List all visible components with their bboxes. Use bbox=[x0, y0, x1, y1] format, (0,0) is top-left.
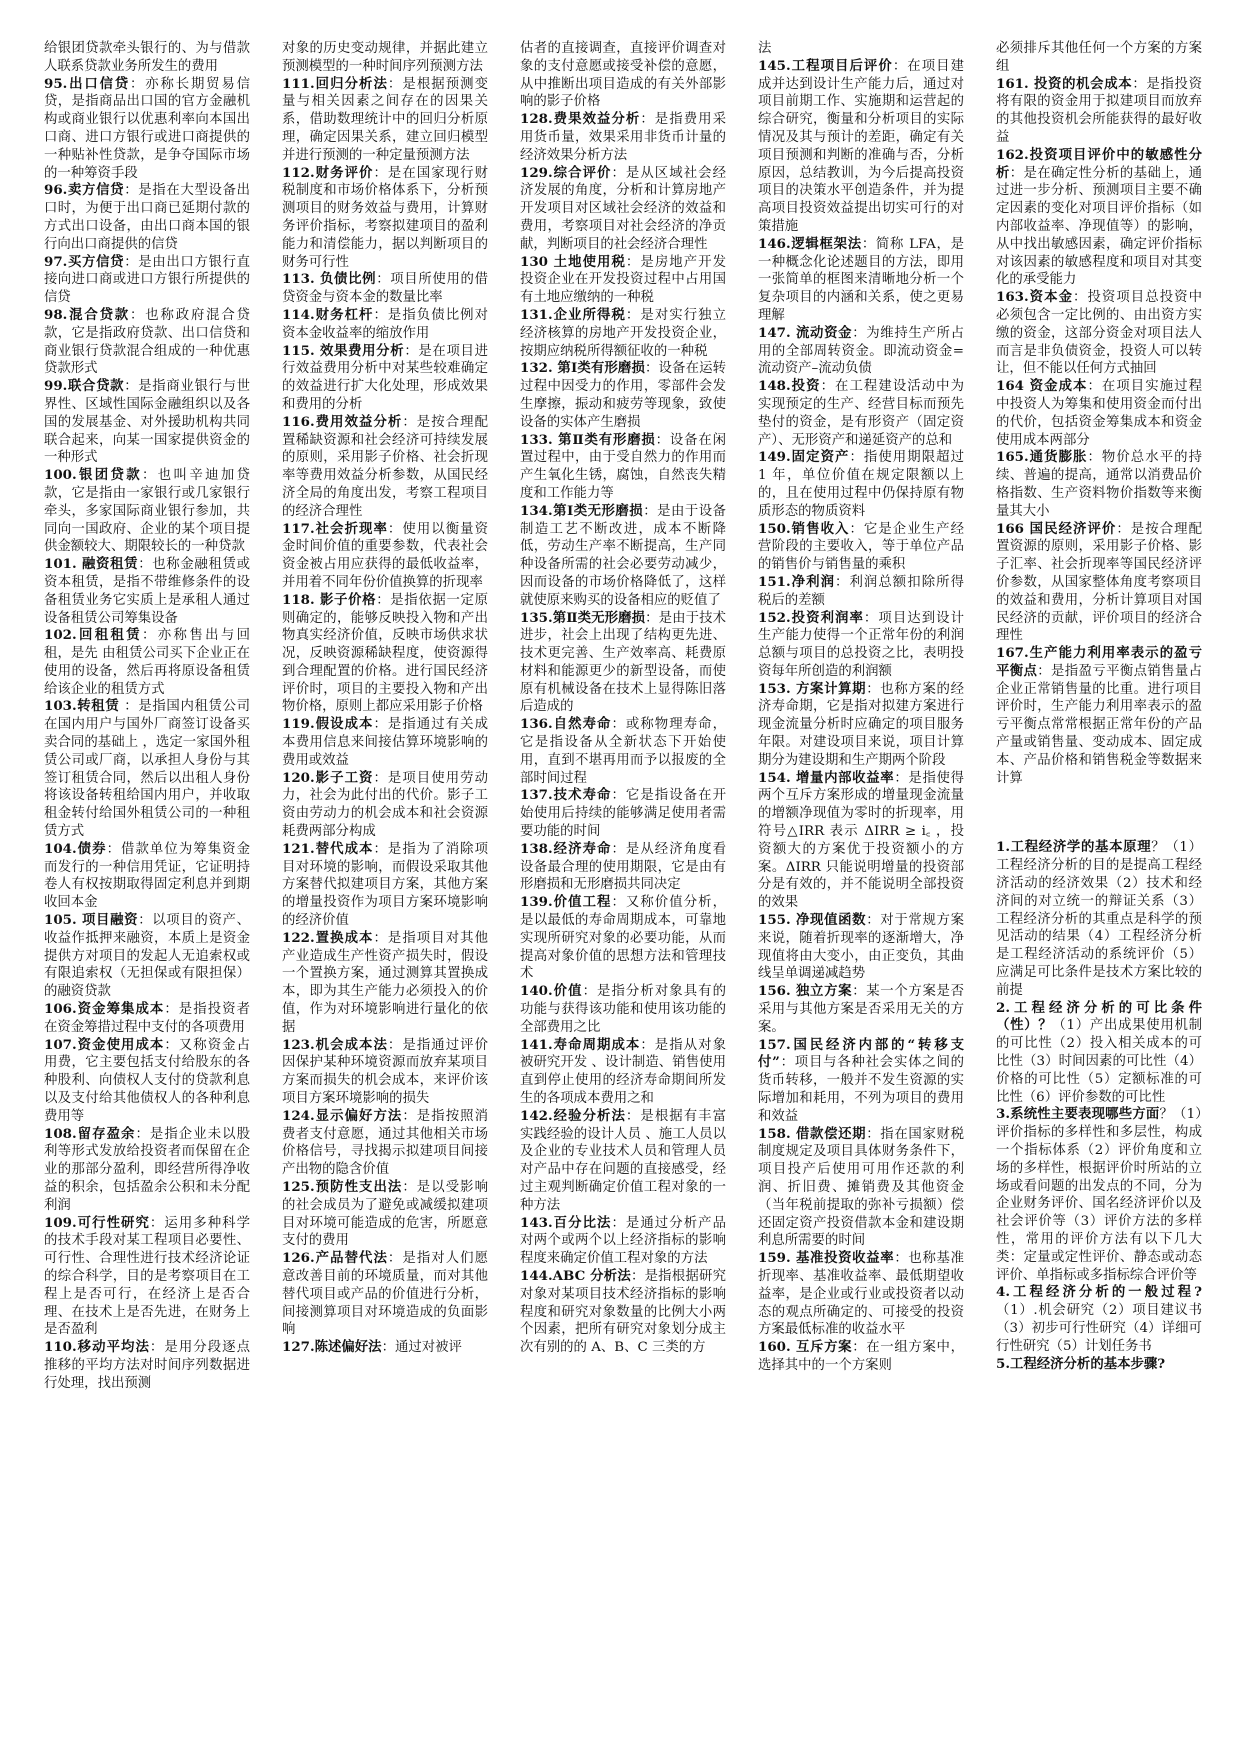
entry-term: 98.混合贷款 bbox=[44, 306, 131, 323]
entry-definition: ：是通过分析产品对两个或两个以上经济指标的影响程度来确定价值工程对象的方法 bbox=[520, 1215, 726, 1267]
entry-term: 147. 流动资金 bbox=[758, 324, 853, 341]
entry-definition: ：是用分段逐点推移的平均方法对时间序列数据进行处理，找出预测 bbox=[44, 1340, 250, 1391]
glossary-entry bbox=[758, 770, 964, 912]
entry-definition: ：为维持生产所占用的全部周转资金。即流动资金=流动资产–流动负债 bbox=[758, 325, 964, 377]
entry-definition: ：项目与各种社会实体之间的货币转移，一般并不发生资源的实际增加和耗用，不列为项目的费用和效益 bbox=[758, 1055, 964, 1124]
entry-definition: ：也称基准折现率、基准收益率、最低期望收益率，是企业或行业或投资者以动态的观点所确定的、可接受的投资方案最低标准的收益水平 bbox=[758, 1251, 964, 1338]
glossary-entry bbox=[44, 467, 250, 556]
glossary-entry bbox=[996, 76, 1202, 147]
entry-term: 124.显示偏好方法 bbox=[282, 1107, 403, 1124]
entry-definition: ：设备在闲置过程中，由于受自然力的作用而产生氧化生锈，腐蚀，自然丧失精度和工作能力等 bbox=[520, 432, 726, 501]
entry-term: 145.工程项目后评价 bbox=[758, 57, 893, 74]
glossary-entry bbox=[758, 610, 964, 681]
entry-definition: ：是以受影响的社会成员为了避免或减缓拟建项目对环境可能造成的危害，所愿意支付的费用 bbox=[282, 1180, 488, 1249]
entry-definition: ：是由于技术进步，社会上出现了结构更先进、技术更完善、生产效率高、耗费原材料和能源更少的新型设备，而使原有机械设备在技术上显得陈旧落后造成的 bbox=[520, 610, 726, 715]
entry-definition: 法 bbox=[758, 41, 772, 56]
entry-definition: ：通过对被评 bbox=[381, 1340, 462, 1356]
entry-term: 125.预防性支出法 bbox=[282, 1179, 403, 1195]
entry-term: 132. 第Ⅰ类有形磨损 bbox=[520, 360, 645, 377]
entry-term: 104.债券 bbox=[44, 840, 107, 857]
entry-term: 115. 效果费用分析 bbox=[282, 342, 405, 359]
entry-definition: ：是指投资者在资金筹措过程中支付的各项费用 bbox=[44, 1002, 250, 1035]
entry-term: 139.价值工程 bbox=[520, 894, 612, 911]
entry-definition: ：是指分析对象具有的功能与获得该功能和使用该功能的全部费用之比 bbox=[520, 984, 726, 1035]
glossary-entry bbox=[758, 449, 964, 520]
entry-term: 128.费果效益分析 bbox=[520, 111, 641, 128]
entry-definition: （1）.机会研究（2）项目建议书（3）初步可行性研究（4）详细可行性研究（5）计划任务书 bbox=[996, 1303, 1202, 1354]
glossary-entry bbox=[520, 40, 726, 111]
entry-term: 159. 基准投资收益率 bbox=[758, 1250, 895, 1267]
glossary-entry bbox=[520, 307, 726, 360]
glossary-entry bbox=[758, 681, 964, 770]
entry-definition: ：以项目的资产、收益作抵押来融资，本质上是资金提供方对项目的发起人无追索权或有限追索权（无担保或有限担保）的融资贷款 bbox=[44, 913, 250, 1000]
entry-definition: ：是由出口方银行直接向进口商或进口方银行所提供的信贷 bbox=[44, 254, 250, 306]
entry-definition: ：它是指设备在开始使用后持续的能够满足使用者需要功能的时间 bbox=[520, 788, 726, 840]
entry-term: 122.置换成本 bbox=[282, 929, 374, 946]
text-column-1 bbox=[44, 40, 250, 1730]
entry-term: 118. 影子价格 bbox=[282, 591, 377, 608]
glossary-entry bbox=[44, 307, 250, 378]
glossary-entry bbox=[44, 627, 250, 698]
glossary-entry bbox=[758, 574, 964, 610]
entry-definition: ：是指商业银行与世界性、区域性国际金融组织以及各国的发展基金、对外援助机构共同联合起来，向某一国家提供资金的一种形式 bbox=[44, 379, 250, 466]
document-page bbox=[44, 40, 1204, 1730]
entry-definition: ：是指使得两个互斥方案形成的增量现金流量的增额净现值为零时的折现率，用符号△IRR 表示 ΔIRR ≥ i꜀ ，投资额大的方案优于投资额小的方案。ΔIRR 只能说明增量的投资部分是有效的，并不能说明全部投资的效果 bbox=[758, 770, 964, 911]
glossary-entry bbox=[758, 236, 964, 325]
entry-term: 163.资本金 bbox=[996, 289, 1074, 306]
entry-definition: ：在工程建设活动中为实现预定的生产、经营目标而预先垫付的资金，是有形资产（固定资产）、无形资产和递延资产的总和 bbox=[758, 379, 964, 448]
glossary-entry bbox=[44, 254, 250, 307]
entry-term: 2.工程经济分析的可比条件（性）？ bbox=[996, 999, 1202, 1034]
glossary-entry bbox=[44, 556, 250, 627]
glossary-entry bbox=[520, 894, 726, 983]
entry-definition: ：设备在运转过程中因受力的作用，零部件会发生摩擦，振动和疲劳等现象，致使设备的实体产生磨损 bbox=[520, 361, 726, 430]
glossary-entry bbox=[520, 1108, 726, 1215]
entry-term: 157.国民经济内部的“转移支付” bbox=[758, 1036, 964, 1071]
glossary-entry bbox=[282, 1339, 488, 1357]
entry-term: 153. 方案计算期 bbox=[758, 680, 867, 697]
entry-definition: 给银团贷款牵头银行的、为与借款人联系贷款业务所发生的费用 bbox=[44, 41, 250, 74]
entry-term: 4.工程经济分析的一般过程? bbox=[996, 1284, 1202, 1301]
glossary-entry bbox=[44, 1037, 250, 1126]
entry-definition: ：是指通过有关成本费用信息来间接估算环境影响的费用或效益 bbox=[282, 717, 488, 768]
entry-term: 113. 负债比例 bbox=[282, 271, 377, 288]
entry-definition: ：是指为了消除项目对环境的影响，而假设采取其他方案替代拟建项目方案，其他方案的增量投资作为项目方案环境影响的经济价值 bbox=[282, 841, 488, 929]
glossary-entry bbox=[996, 645, 1202, 787]
entry-definition: ：是指按照消费者支付意愿，通过其他相关市场价格信号，寻找揭示拟建项目间接产出物的隐含价值 bbox=[282, 1108, 488, 1178]
glossary-entry bbox=[282, 521, 488, 592]
entry-term: 162.投资项目评价中的敏感性分析 bbox=[996, 146, 1202, 181]
entry-term: 99.联合贷款 bbox=[44, 378, 125, 395]
entry-definition: ：是从区域社会经济发展的角度，分析和计算房地产开发项目对区域社会经济的效益和费用，考察项目对社会经济的净贡献，判断项目的社会经济合理性 bbox=[520, 165, 726, 252]
entry-term: 109.可行性研究 bbox=[44, 1214, 150, 1231]
entry-definition: ：对于常规方案来说，随着折现率的逐渐增大，净现值将由大变小，由正变负，其曲线呈单调递减趋势 bbox=[758, 913, 964, 982]
glossary-entry bbox=[758, 912, 964, 983]
glossary-entry bbox=[282, 930, 488, 1037]
glossary-entry bbox=[996, 1356, 1202, 1374]
entry-definition: 估者的直接调查，直接评价调查对象的支付意愿或接受补偿的意愿，从中推断出项目造成的有关外部影响的影子价格 bbox=[520, 41, 726, 110]
entry-definition: ：亦称长期贸易信贷，是指商品出口国的官方金融机构或商业银行以优惠利率向本国出口商、进口方银行或进口商提供的一种贴补性贷款，是争夺国际市场的一种筹资手段 bbox=[44, 76, 250, 181]
glossary-entry bbox=[758, 521, 964, 574]
entry-definition: ：物价总水平的持续、普遍的提高，通常以消费品价格指数、生产资料物价指数等来衡量其大小 bbox=[996, 450, 1202, 519]
glossary-entry bbox=[758, 325, 964, 378]
glossary-entry bbox=[996, 1000, 1202, 1107]
entry-term: 166 国民经济评价 bbox=[996, 520, 1117, 537]
glossary-entry bbox=[282, 1250, 488, 1339]
glossary-entry bbox=[758, 1037, 964, 1126]
entry-definition: ：项目达到设计生产能力使得一个正常年份的利润总额与项目的总投资之比，表明投资每年所创造的利润额 bbox=[758, 610, 964, 679]
glossary-entry bbox=[44, 1001, 250, 1037]
entry-term: 129.综合评价 bbox=[520, 164, 612, 181]
entry-definition: ：是指从对象被研究开发 、设计制造、销售使用直到停止使用的经济寿命期间所发生的各项成本费用之和 bbox=[520, 1037, 726, 1107]
entry-definition: ：利润总额扣除所得税后的差额 bbox=[758, 574, 964, 608]
entry-definition: ：是指依据一定原则确定的，能够反映投入物和产出物真实经济价值，反映市场供求状况，反映资源稀缺程度，使资源得到合理配置的价格。进行国民经济评价时，项目的主要投入物和产出物价格，原则上都应采用影子价格 bbox=[282, 592, 488, 715]
glossary-entry bbox=[996, 521, 1202, 646]
entry-term: 117.社会折现率 bbox=[282, 520, 388, 537]
glossary-entry bbox=[520, 716, 726, 787]
entry-definition: ：是指在大型设备出口时，为便于出口商已延期付款的方式出口设备，由出口商本国的银行向出口商提供的信贷 bbox=[44, 183, 250, 252]
entry-term: 106.资金筹集成本 bbox=[44, 1001, 165, 1018]
entry-term: 95.出口信贷 bbox=[44, 75, 131, 92]
entry-term: 3.系统性主要表现哪些方面 bbox=[996, 1106, 1160, 1123]
entry-definition: ：它是企业生产经营阶段的主要收入，等于单位产品的销售价与销售量的乘积 bbox=[758, 521, 964, 573]
glossary-entry bbox=[758, 40, 964, 58]
entry-term: 96.卖方信贷 bbox=[44, 182, 125, 199]
entry-definition: ：是对实行独立经济核算的房地产开发投资企业，按期应纳税所得额征收的一种税 bbox=[520, 307, 726, 359]
text-column-2 bbox=[282, 40, 488, 1730]
glossary-entry bbox=[44, 841, 250, 912]
entry-definition: ：是根据预测变量与相关因素之间存在的因果关系，借助数理统计中的回归分析原理，确定因果关系，建立回归模型并进行预测的一种定量预测方法 bbox=[282, 76, 488, 163]
entry-term: 154. 增量内部收益率 bbox=[758, 769, 895, 786]
entry-definition: ：借款单位为筹集资金而发行的一种信用凭证，它证明持卷人有权按期取得固定利息并到期收回本金 bbox=[44, 841, 250, 911]
glossary-entry bbox=[758, 983, 964, 1036]
entry-definition: ：是房地产开发投资企业在开发投资过程中占用国有土地应缴纳的一种税 bbox=[520, 254, 726, 306]
glossary-entry bbox=[996, 449, 1202, 520]
glossary-entry bbox=[44, 182, 250, 253]
glossary-entry bbox=[520, 360, 726, 431]
entry-definition: ：是由于设备制造工艺不断改进，成本不断降低，劳动生产率不断提高，生产同种设备所需的社会必要劳动减少，因而设备的市场价格降低了，这样就使原来购买的设备相应的贬值了 bbox=[520, 503, 726, 608]
glossary-entry bbox=[996, 378, 1202, 449]
glossary-entry bbox=[520, 983, 726, 1036]
text-column-3 bbox=[520, 40, 726, 1730]
glossary-entry bbox=[996, 289, 1202, 378]
entry-term: 155. 净现值函数 bbox=[758, 912, 867, 929]
entry-definition: ：是在项目进行效益费用分析中对某些较难确定的效益进行扩大化处理，形成效果和费用的分析 bbox=[282, 343, 488, 412]
entry-term: 102.回租租赁 bbox=[44, 627, 143, 644]
entry-term: 142.经验分析法 bbox=[520, 1107, 626, 1124]
entry-term: 108.留存盈余 bbox=[44, 1125, 136, 1142]
glossary-entry bbox=[758, 1339, 964, 1375]
glossary-entry bbox=[520, 1268, 726, 1357]
entry-term: 149.固定资产 bbox=[758, 449, 850, 466]
entry-definition: ？（1）评价指标的多样性和多层性，构成一个指标体系（2）评价角度和立场的多样性，根据评价时所站的立场或看问题的出发点的不同，分为企业财务评价、国名经济评价以及社会评价等（3）评价方法的多样性，常用的评价方法有以下几大类：定量或定性评价、静态或动态评价、单指标或多指标综合评价等 bbox=[996, 1107, 1202, 1283]
glossary-entry bbox=[520, 432, 726, 503]
entry-term: 121.替代成本 bbox=[282, 840, 374, 857]
entry-definition: ：或称物理寿命，它是指设备从全新状态下开始使用，直到不堪再用而予以报废的全部时间过程 bbox=[520, 717, 726, 786]
entry-definition: 必须排斥其他任何一个方案的方案组 bbox=[996, 41, 1202, 74]
entry-term: 131.企业所得税 bbox=[520, 306, 626, 323]
entry-term: 111.回归分析法 bbox=[282, 75, 388, 92]
glossary-entry bbox=[520, 841, 726, 894]
entry-term: 146.逻辑框架法 bbox=[758, 235, 862, 252]
entry-definition: ：简称 LFA，是一种概念化论述题目的方法，即用一张简单的框图来清晰地分析一个复杂项目的内涵和关系，使之更易理解 bbox=[758, 236, 964, 323]
entry-definition: ：某一个方案是否采用与其他方案是否采用无关的方案。 bbox=[758, 984, 964, 1035]
entry-term: 152.投资利润率 bbox=[758, 609, 864, 626]
glossary-entry bbox=[282, 414, 488, 521]
entry-term: 5.工程经济分析的基本步骤? bbox=[996, 1355, 1166, 1372]
entry-term: 112.财务评价 bbox=[282, 164, 374, 181]
entry-definition: ：也叫辛迪加贷款，它是指由一家银行或几家银行牵头，多家国际商业银行参加，共同向一国政府、企业的某个项目提供金额较大、期限较长的一种贷款 bbox=[44, 468, 250, 555]
glossary-entry bbox=[996, 839, 1202, 999]
entry-term: 161. 投资的机会成本 bbox=[996, 75, 1133, 92]
entry-term: 97.买方信贷 bbox=[44, 253, 125, 270]
entry-definition: ：是从经济角度看设备最合理的使用期限，它是由有形磨损和无形磨损共同决定 bbox=[520, 841, 726, 893]
entry-term: 110.移动平均法 bbox=[44, 1339, 150, 1356]
entry-definition: ：是指对人们愿意改善目前的环境质量，而对其他替代项目或产品的价值进行分析，间接测算项目对环境造成的负面影响 bbox=[282, 1251, 488, 1338]
entry-definition: ：指使用期限超过 1 年，单位价值在规定限额以上的，且在使用过程中仍保持原有物质形态的物质资料 bbox=[758, 450, 964, 519]
entry-definition: ：是指通过评价因保护某种环境资源而放弃某项目方案而损失的机会成本，来评价该项目方案环境影响的损失 bbox=[282, 1037, 488, 1107]
entry-term: 143.百分比法 bbox=[520, 1214, 612, 1231]
entry-term: 120.影子工资 bbox=[282, 769, 374, 786]
entry-term: 150.销售收入 bbox=[758, 520, 850, 537]
glossary-entry bbox=[44, 40, 250, 76]
entry-term: 141.寿命周期成本 bbox=[520, 1036, 641, 1053]
entry-term: 165.通货膨胀 bbox=[996, 449, 1088, 466]
entry-term: 140.价值 bbox=[520, 983, 583, 1000]
glossary-entry bbox=[520, 111, 726, 164]
entry-term: 137.技术寿命 bbox=[520, 787, 612, 804]
entry-definition: （1）产出成果使用机制的可比性（2）投入相关成本的可比性（3）时间因素的可比性（4）价格的可比性（5）定额标准的可比性（6）评价参数的可比性 bbox=[996, 1018, 1202, 1105]
entry-term: 133. 第Ⅱ类有形磨损 bbox=[520, 431, 656, 448]
glossary-entry bbox=[758, 378, 964, 449]
entry-term: 148.投资 bbox=[758, 378, 821, 395]
entry-definition: ：是指项目对其他产业造成生产性资产损失时，假设一个置换方案，通过测算其置换成本，即为其生产能力必须投入的价值，作为对环境影响进行量化的依据 bbox=[282, 930, 488, 1035]
entry-definition: ：是指企业未以股利等形式发放给投资者而保留在企业的那部分盈利，即经营所得净收益的积余，包括盈余公积和未分配利润 bbox=[44, 1126, 250, 1213]
glossary-entry bbox=[282, 841, 488, 930]
entry-definition: ：亦称售出与回租，是先 由租赁公司买下企业正在使用的设备，然后再将原设备租赁给该企业的租赁方式 bbox=[44, 628, 250, 697]
entry-term: 114.财务杠杆 bbox=[282, 306, 374, 323]
entry-definition: ：使用以衡量资金时间价值的重要参数，代表社会资金被占用应获得的最低收益率，并用着不同年份价值换算的折现率 bbox=[282, 521, 488, 590]
glossary-entry bbox=[758, 1250, 964, 1339]
entry-definition: ：是在国家现行财税制度和市场价格体系下，分析预测项目的财务效益与费用，计算财务评价指标，考察拟建项目的盈利能力和清偿能力，据以判断项目的财务可行性 bbox=[282, 165, 488, 270]
glossary-entry bbox=[44, 912, 250, 1001]
entry-definition: ：是指费用采用货币量，效果采用非货币计量的经济效果分析方法 bbox=[520, 112, 726, 163]
glossary-entry bbox=[520, 254, 726, 307]
entry-definition: ：又称资金占用费，它主要包括支付给股东的各种股利、向债权人支付的贷款利息以及支付给其他债权人的各种利息费用等 bbox=[44, 1037, 250, 1124]
entry-definition: ：在一组方案中，选择其中的一个方案则 bbox=[758, 1340, 964, 1373]
entry-term: 103.转租赁 bbox=[44, 698, 120, 715]
entry-definition: ：项目所使用的借贷资金与资本金的数量比率 bbox=[282, 272, 488, 306]
glossary-entry bbox=[282, 1108, 488, 1179]
entry-term: 123.机会成本法 bbox=[282, 1036, 388, 1053]
entry-term: 1.工程经济学的基本原理 bbox=[996, 839, 1152, 856]
entry-term: 156. 独立方案 bbox=[758, 983, 853, 1000]
entry-term: 151.净利润 bbox=[758, 573, 836, 590]
glossary-entry bbox=[520, 787, 726, 840]
entry-definition: ：运用多种科学的技术手段对某工程项目必要性、可行性、合理性进行技术经济论证的综合科学，目的是考察项目在工程上是否可行，在经济上是否合理、在技术上是否先进，在财务上是否盈利 bbox=[44, 1215, 250, 1338]
entry-term: 167.生产能力利用率表示的盈亏平衡点 bbox=[996, 645, 1202, 679]
glossary-entry bbox=[44, 1215, 250, 1340]
glossary-entry bbox=[44, 698, 250, 840]
glossary-entry bbox=[282, 165, 488, 272]
glossary-entry bbox=[282, 40, 488, 76]
entry-term: 119.假设成本 bbox=[282, 716, 374, 733]
glossary-entry bbox=[282, 343, 488, 414]
glossary-entry bbox=[282, 592, 488, 717]
glossary-entry bbox=[282, 1037, 488, 1108]
entry-definition: ：是指国内租赁公司在国内用户与国外厂商签订设备买卖合同的基础上 ，选定一家国外租赁公司或厂商，以承担人身份与其签订租赁合同，然后以出租人身份将该设备转租给国内用户，并收取租金转付给国外租赁公司的一种租赁方式 bbox=[44, 699, 250, 840]
glossary-entry bbox=[44, 76, 250, 183]
glossary-entry bbox=[996, 40, 1202, 76]
entry-definition: ：也称方案的经济寿命期，它是指对拟建方案进行现金流量分析时应确定的项目服务年限。对建设项目来说，项目计算期分为建设期和生产期两个阶段 bbox=[758, 681, 964, 768]
glossary-entry bbox=[44, 1126, 250, 1215]
entry-definition: ：是按合理配置稀缺资源和社会经济可持续发展的原则，采用影子价格、社会折现率等费用效益分析参数，从国民经济全局的角度出发，考察工程项目的经济合理性 bbox=[282, 414, 488, 519]
glossary-entry bbox=[758, 58, 964, 236]
entry-definition: ：在项目建成并达到设计生产能力后，通过对项目前期工作、实施期和运营起的综合研究，衡量和分析项目的实际情况及其与预计的差距，确定有关项目预测和判断的准确与否，分析原因，总结教训，为今后提高投资项目的决策水平创造条件，并为提高项目投资效益提出切实可行的对策措施 bbox=[758, 58, 964, 234]
entry-definition: ：是指投资将有限的资金用于拟建项目而放弃的其他投资机会所能获得的最好收益 bbox=[996, 76, 1202, 145]
glossary-entry bbox=[520, 1215, 726, 1268]
entry-definition: ：是指负债比例对资本金收益率的缩放作用 bbox=[282, 307, 488, 341]
glossary-entry bbox=[996, 1284, 1202, 1355]
entry-definition: ：投资项目总投资中必须包含一定比例的、由出资方实缴的资金，这部分资金对项目法人而言是非负债资金，投资人可以转让，但不能以任何方式抽回 bbox=[996, 290, 1202, 377]
entry-definition: ：又称价值分析，是以最低的寿命周期成本，可靠地实现所研究对象的必要功能，从而提高对象价值的思想方法和管理技术 bbox=[520, 895, 726, 982]
glossary-entry bbox=[282, 770, 488, 841]
entry-term: 107.资金使用成本 bbox=[44, 1036, 165, 1053]
entry-definition: 对象的历史变动规律，并据此建立预测模型的一种时间序列预测方法 bbox=[282, 41, 488, 74]
entry-definition: ：是按合理配置资源的原则，采用影子价格、影子汇率、社会折现率等国民经济评价参数，从国家整体角度考察项目的效益和费用，分析计算项目对国民经济的贡献，评价项目的经济合理性 bbox=[996, 521, 1202, 644]
entry-term: 100.银团贷款 bbox=[44, 467, 143, 484]
entry-term: 136.自然寿命 bbox=[520, 716, 612, 733]
entry-definition: ：指在国家财税制度规定及项目具体财务条件下，项目投产后使用可用作还款的利润、折旧费、摊销费及其他资金（当年税前提取的弥补亏损额）偿还固定资产投资借款本金和建设期利息所需要的时间 bbox=[758, 1126, 964, 1249]
entry-term: 101. 融资租赁 bbox=[44, 556, 139, 573]
glossary-entry bbox=[520, 610, 726, 717]
glossary-entry bbox=[520, 165, 726, 254]
text-column-4 bbox=[758, 40, 964, 1730]
entry-term: 158. 借款偿还期 bbox=[758, 1125, 867, 1142]
entry-definition: ：也称政府混合贷款，它是指政府贷款、出口信贷和商业银行贷款混合组成的一种优惠贷款形式 bbox=[44, 307, 250, 377]
glossary-entry bbox=[520, 503, 726, 610]
glossary-entry bbox=[282, 271, 488, 307]
entry-definition: ：是项目使用劳动力，社会为此付出的代价。影子工资由劳动力的机会成本和社会资源耗费两部分构成 bbox=[282, 770, 488, 840]
entry-term: 134.第Ⅰ类无形磨损 bbox=[520, 502, 644, 519]
entry-definition: ：也称金融租赁或资本租赁，是指不带维修条件的设备租赁业务它实质上是承租人通过设备租赁公司筹集设备 bbox=[44, 557, 250, 626]
entry-definition: ：是在确定性分析的基础上，通过进一步分析、预测项目主要不确定因素的变化对项目评价指标（如内部收益率、净现值等）的影响，从中找出敏感因素，确定评价指标对该因素的敏感程度和项目对其变化的承受能力 bbox=[996, 165, 1202, 288]
text-column-5 bbox=[996, 40, 1202, 1730]
entry-term: 160. 互斥方案 bbox=[758, 1339, 853, 1356]
entry-term: 164 资金成本 bbox=[996, 378, 1088, 395]
entry-term: 126.产品替代法 bbox=[282, 1250, 388, 1267]
entry-definition: ：在项目实施过程中投资人为筹集和使用资金而付出的代价，包括资金筹集成本和资金使用成本两部分 bbox=[996, 379, 1202, 448]
entry-term: 144.ABC 分析法 bbox=[520, 1267, 631, 1284]
entry-definition: ：是指根据研究对象对某项目技术经济指标的影响程度和研究对象数量的比例大小两个因素，把所有研究对象划分成主次有别的的 A、B、C 三类的方 bbox=[520, 1268, 726, 1356]
glossary-entry bbox=[282, 307, 488, 343]
entry-term: 130 土地使用税 bbox=[520, 253, 626, 270]
entry-definition: ？（1）工程经济分析的目的是提高工程经济活动的经济效果（2）技术和经济间的对立统一的辩证关系（3）工程经济分析的其重点是科学的预见活动的结果（4）工程经济分析是工程经济活动的系统评价（5）应满足可比条件是技术方案比较的前提 bbox=[996, 840, 1202, 998]
entry-term: 127.陈述偏好法 bbox=[282, 1339, 382, 1356]
glossary-entry bbox=[996, 147, 1202, 289]
glossary-entry bbox=[282, 1179, 488, 1250]
glossary-entry bbox=[758, 1126, 964, 1251]
glossary-entry bbox=[282, 716, 488, 769]
entry-term: 135.第Ⅱ类无形磨损 bbox=[520, 609, 646, 626]
entry-definition: ：是指盈亏平衡点销售量占企业正常销售量的比重。进行项目评价时，生产能力利用率表示的盈亏平衡点常常根据正常年份的产品产量或销售量、变动成本、固定成本、产品价格和销售税金等数据来计算 bbox=[996, 663, 1202, 786]
entry-term: 116.费用效益分析 bbox=[282, 413, 403, 430]
glossary-entry bbox=[520, 1037, 726, 1108]
entry-term: 138.经济寿命 bbox=[520, 840, 612, 857]
entry-term: 105. 项目融资 bbox=[44, 912, 139, 929]
glossary-entry bbox=[282, 76, 488, 165]
entry-definition: ：是根据有丰富实践经验的设计人员 、施工人员以及企业的专业技术人员和管理人员对产品中存在问题的直接感受，经过主观判断确定价值工程对象的一种方法 bbox=[520, 1108, 726, 1213]
glossary-entry bbox=[44, 1339, 250, 1392]
glossary-entry bbox=[996, 1106, 1202, 1284]
section-gap bbox=[996, 787, 1202, 839]
glossary-entry bbox=[44, 378, 250, 467]
